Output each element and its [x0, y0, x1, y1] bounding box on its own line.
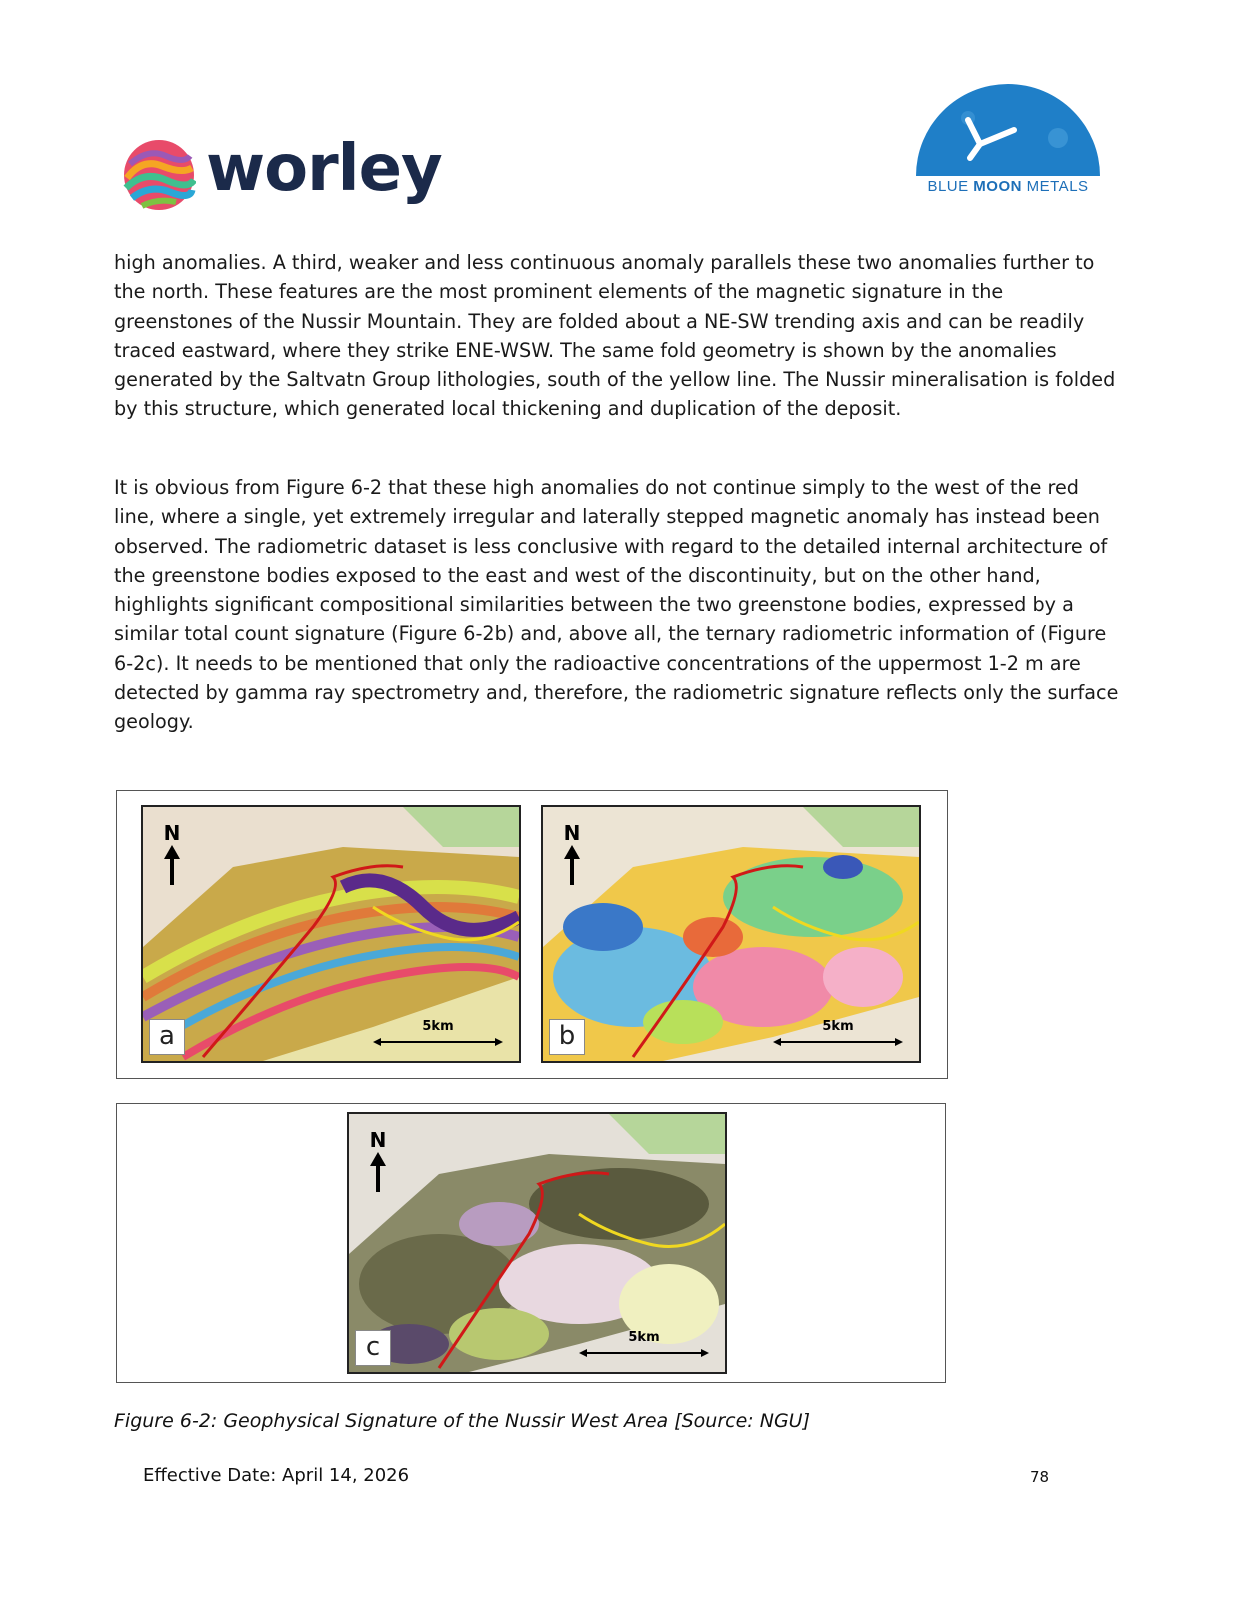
north-arrow: N — [363, 1128, 393, 1198]
north-arrow-icon — [564, 845, 580, 885]
north-arrow-icon — [164, 845, 180, 885]
paragraph-1: high anomalies. A third, weaker and less continuous anomaly parallels these two anomalies further to the north. These features are the most prominent elements of the magnetic signature in the greenstones of the Nussir Mountain. They are folded about a NE-SW trending axis and can be readily traced eastward, where they strike ENE-WSW. The same fold geometry is shown by the anomalies generated by the Saltvatn Group lithologies, south of the yellow line. The Nussir mineralisation is folded by this structure, which generated local thickening and duplication of the deposit. — [114, 251, 1116, 421]
blue-moon-metals-logo — [908, 78, 1108, 208]
paragraph-2: It is obvious from Figure 6-2 that these high anomalies do not continue simply to the west of the red line, where a single, yet extremely irregular and laterally stepped magnetic anomaly has instead been observed. The radiometric dataset is less conclusive with regard to the detailed internal architecture of the greenstone bodies exposed to the east and west of the discontinuity, but on the other hand, highlights significant compositional similarities between the two greenstone bodies, expressed by a similar total count signature (Figure 6-2b) and, above all, the ternary radiometric information of (Figure 6-2c). It needs to be mentioned that only the radioactive concentrations of the uppermost 1-2 m are detected by gamma ray spectrometry and, therefore, the radiometric signature reflects only the surface geology. — [114, 476, 1119, 734]
blue-moon-metals-text: BLUE MOON METALS — [927, 178, 1089, 195]
north-arrow-icon — [370, 1152, 386, 1192]
effective-date: Effective Date: April 14, 2026 — [143, 1465, 410, 1486]
moon-clock-icon — [908, 78, 1108, 178]
worley-wordmark: worley — [206, 132, 442, 206]
worley-logo — [122, 130, 442, 220]
scale-bar-icon — [773, 1037, 903, 1047]
north-arrow: N — [157, 821, 187, 891]
panel-label: b — [549, 1019, 585, 1055]
scale-bar-icon — [579, 1348, 709, 1358]
worley-swirl-icon — [122, 138, 196, 212]
scale-bar-icon — [373, 1037, 503, 1047]
scale-bar: 5km — [373, 1019, 503, 1047]
figure-bottom-frame — [116, 1103, 946, 1383]
page-number: 78 — [1030, 1468, 1050, 1486]
north-arrow: N — [557, 821, 587, 891]
scale-bar: 5km — [773, 1019, 903, 1047]
figure-top-frame — [116, 790, 948, 1079]
scale-bar: 5km — [579, 1330, 709, 1358]
panel-label: a — [149, 1019, 185, 1055]
map-panel-c — [347, 1112, 727, 1374]
map-panel-a — [141, 805, 521, 1063]
figure-caption: Figure 6-2: Geophysical Signature of the Nussir West Area [Source: NGU] — [114, 1410, 810, 1432]
panel-label: c — [355, 1330, 391, 1366]
map-panel-b — [541, 805, 921, 1063]
